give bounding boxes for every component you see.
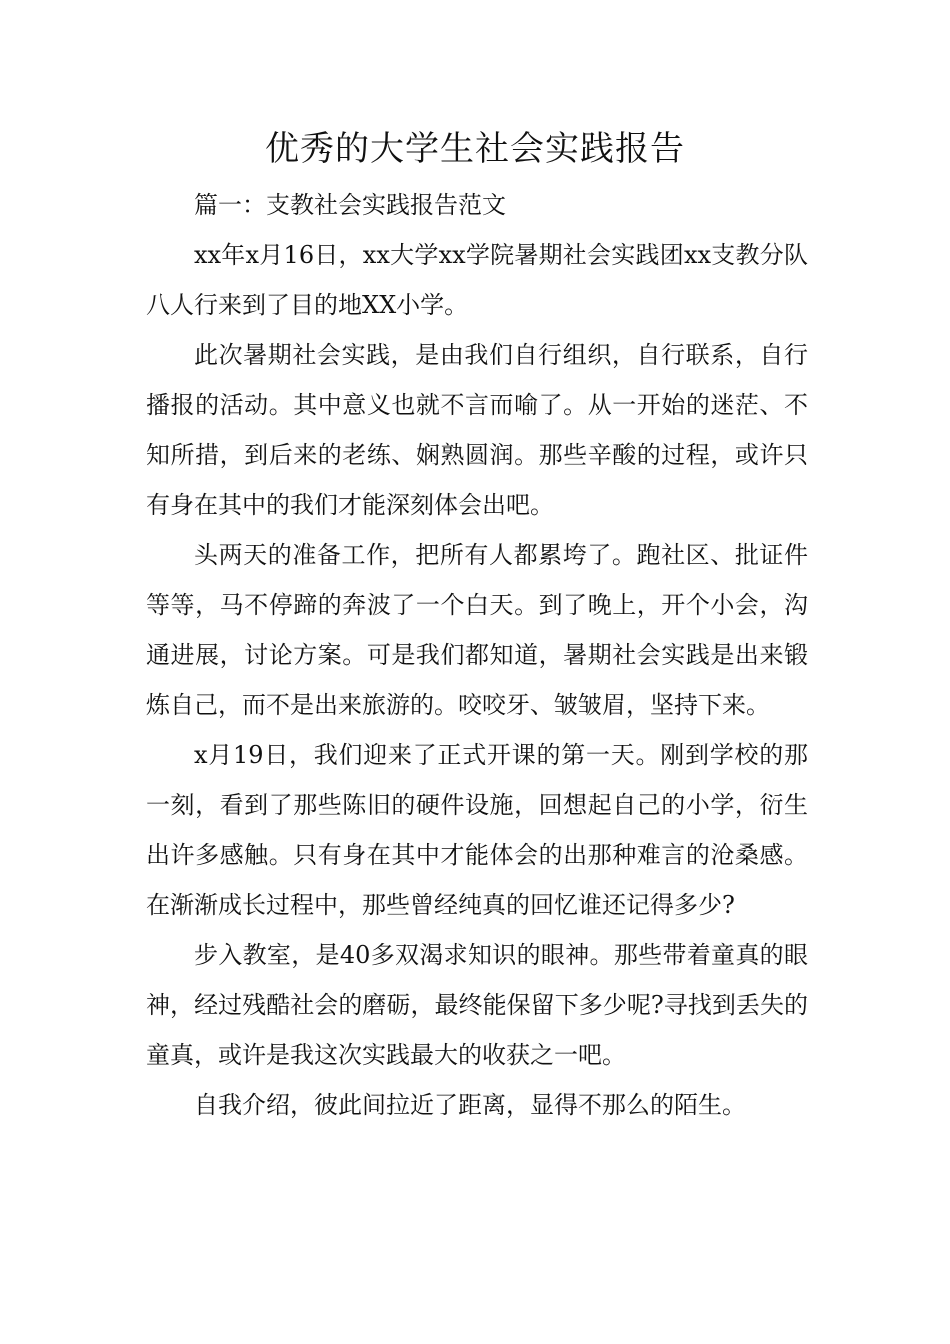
paragraph: 自我介绍，彼此间拉近了距离，显得不那么的陌生。 [194, 1091, 746, 1119]
paragraph: 步入教室，是40多双渴求知识的眼神。那些带着童真的眼神，经过残酷社会的磨砺，最终能保留下多少呢?寻找到丢失的童真，或许是我这次实践最大的收获之一吧。 [146, 941, 808, 1069]
paragraph: x月19日，我们迎来了正式开课的第一天。刚到学校的那一刻，看到了那些陈旧的硬件设施，回想起自己的小学，衍生出许多感触。只有身在其中才能体会的出那种难言的沧桑感。在渐渐成长过程中，那些曾经纯真的回忆谁还记得多少? [146, 741, 808, 919]
paragraph: 此次暑期社会实践，是由我们自行组织，自行联系，自行播报的活动。其中意义也就不言而喻了。从一开始的迷茫、不知所措，到后来的老练、娴熟圆润。那些辛酸的过程，或许只有身在其中的我们才能深刻体会出吧。 [146, 341, 808, 519]
document-title: 优秀的大学生社会实践报告 [265, 129, 685, 169]
section-heading: 篇一：支教社会实践报告范文 [194, 191, 506, 219]
paragraph: 头两天的准备工作，把所有人都累垮了。跑社区、批证件等等，马不停蹄的奔波了一个白天。到了晚上，开个小会，沟通进展，讨论方案。可是我们都知道，暑期社会实践是出来锻炼自己，而不是出来旅游的。咬咬牙、皱皱眉，坚持下来。 [146, 541, 808, 719]
paragraph: xx年x月16日，xx大学xx学院暑期社会实践团xx支教分队八人行来到了目的地XX小学。 [146, 241, 808, 319]
document-body [146, 180, 808, 1130]
